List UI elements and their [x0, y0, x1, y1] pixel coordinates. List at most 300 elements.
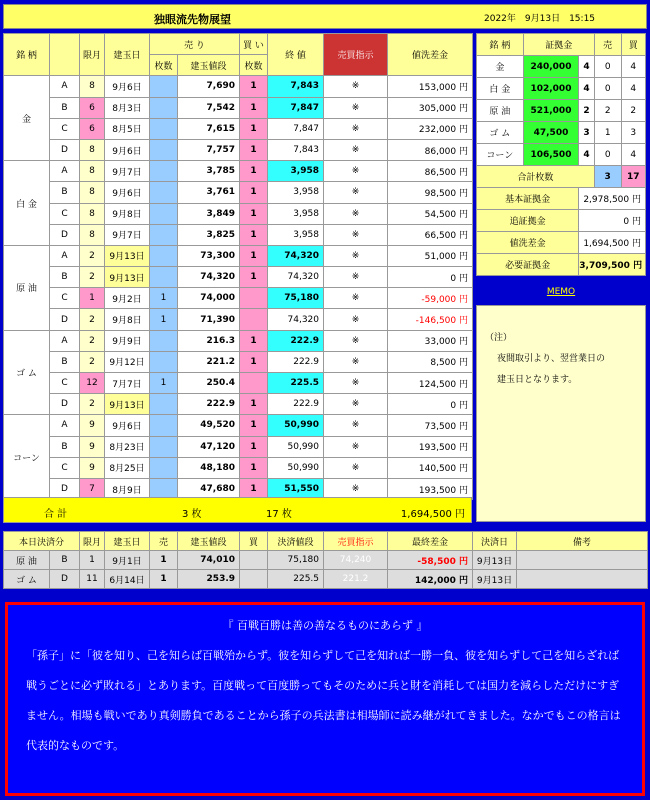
settle-note [517, 551, 648, 570]
instruction-mark: ※ [324, 330, 388, 351]
contract-month: 2 [80, 330, 105, 351]
diff-value: 86,500 円 [388, 161, 473, 182]
total-diff: 1,694,500 円 [400, 509, 465, 520]
instruction-mark: ※ [324, 97, 388, 118]
buy-count [240, 309, 268, 330]
contract-month: 9 [80, 415, 105, 436]
side-col-sell: 売 [594, 34, 621, 56]
position-code: A [50, 415, 80, 436]
contract-month: 1 [80, 288, 105, 309]
count-label: 合計枚数 [477, 166, 595, 188]
close-price: 7,843 [268, 76, 324, 97]
brand-name: 白 金 [4, 161, 50, 246]
settle-brand: 原 油 [4, 551, 50, 570]
diff-value: 140,500 円 [388, 457, 473, 478]
sell-count [150, 182, 178, 203]
entry-price: 7,615 [178, 118, 240, 139]
position-row [4, 76, 473, 97]
position-row [4, 267, 473, 288]
settle-code: B [50, 551, 80, 570]
instruction-mark: ※ [324, 436, 388, 457]
settle-col: 売買指示 [324, 532, 388, 551]
entry-price: 73,300 [178, 245, 240, 266]
sell-count [150, 394, 178, 415]
settle-day: 9月1日 [105, 551, 150, 570]
settle-code: D [50, 570, 80, 589]
settle-instruction: 74,240 [324, 551, 388, 570]
total-sell: 3 枚 [182, 509, 202, 520]
settle-col: 建玉日 [105, 532, 150, 551]
instruction-mark: ※ [324, 309, 388, 330]
buy-count: 1 [240, 330, 268, 351]
sell-count: 1 [150, 288, 178, 309]
close-price: 74,320 [268, 267, 324, 288]
summary-value: 3,709,500 円 [579, 254, 646, 276]
settle-diff: -58,500 円 [388, 551, 473, 570]
position-code: A [50, 245, 80, 266]
margin-count: 4 [579, 78, 595, 100]
close-price: 51,550 [268, 478, 324, 499]
col-entry-price: 建玉値段 [178, 55, 240, 76]
position-row [4, 309, 473, 330]
summary-label: 追証拠金 [477, 210, 579, 232]
position-row [4, 436, 473, 457]
close-price: 3,958 [268, 203, 324, 224]
settle-instruction: 221.2 [324, 570, 388, 589]
contract-month: 8 [80, 224, 105, 245]
close-price: 3,958 [268, 182, 324, 203]
close-price: 3,958 [268, 224, 324, 245]
col-sell-count: 枚数 [150, 55, 178, 76]
settle-sell: 1 [150, 551, 178, 570]
col-instruction: 売買指示 [324, 34, 388, 76]
sell-count [150, 457, 178, 478]
settle-buy [240, 551, 268, 570]
contract-month: 12 [80, 373, 105, 394]
entry-price: 3,785 [178, 161, 240, 182]
instruction-mark: ※ [324, 224, 388, 245]
memo-box [476, 305, 646, 522]
settle-price: 74,010 [178, 551, 240, 570]
entry-price: 7,757 [178, 139, 240, 160]
buy-count: 1 [240, 478, 268, 499]
diff-value: 33,000 円 [388, 330, 473, 351]
margin-row [477, 56, 646, 78]
sell-count: 1 [150, 373, 178, 394]
position-code: B [50, 182, 80, 203]
entry-day: 8月25日 [105, 457, 150, 478]
sell-count [150, 224, 178, 245]
position-row [4, 182, 473, 203]
entry-day: 9月8日 [105, 309, 150, 330]
instruction-mark: ※ [324, 373, 388, 394]
col-brand: 銘 柄 [4, 34, 50, 76]
quote-body: 「孫子」に「彼を知り、己を知らば百戦殆からず。彼を知らずして己を知れば一勝一負、彼を知らずして己を知らざれば戦うごとに必ず敗れる」とあります。百度戦って百度勝ってもそのために兵と財を消耗しては国力を減らしただけにすぎません。相場も戦いであり真剣勝負であることから孫子の兵法書は相場師に読み継がれてきました。なかでもこの格言は代表的なものです。 [26, 649, 621, 752]
instruction-mark: ※ [324, 457, 388, 478]
margin-row [477, 144, 646, 166]
position-code: A [50, 161, 80, 182]
entry-price: 3,849 [178, 203, 240, 224]
diff-value: -59,000 円 [388, 288, 473, 309]
margin-count: 4 [579, 56, 595, 78]
diff-value: 153,000 円 [388, 76, 473, 97]
sell-count [150, 436, 178, 457]
memo-line: （注） [485, 333, 513, 343]
position-code: C [50, 457, 80, 478]
buy-count: 1 [240, 97, 268, 118]
close-price: 7,847 [268, 97, 324, 118]
position-row [4, 224, 473, 245]
entry-day: 8月3日 [105, 97, 150, 118]
diff-value: 86,000 円 [388, 139, 473, 160]
settle-col: 決済値段 [268, 532, 324, 551]
buy-count: 1 [240, 203, 268, 224]
total-bar [3, 497, 472, 523]
sell-count [150, 118, 178, 139]
settle-price: 253.9 [178, 570, 240, 589]
entry-day: 8月9日 [105, 478, 150, 499]
entry-price: 7,542 [178, 97, 240, 118]
close-price: 222.9 [268, 351, 324, 372]
entry-day: 9月9日 [105, 330, 150, 351]
buy-count: 1 [240, 245, 268, 266]
instruction-mark: ※ [324, 203, 388, 224]
settle-note [517, 570, 648, 589]
position-code: A [50, 330, 80, 351]
summary-label: 値洗差金 [477, 232, 579, 254]
sell-count [150, 161, 178, 182]
margin-sell: 0 [594, 78, 621, 100]
entry-price: 47,680 [178, 478, 240, 499]
contract-month: 6 [80, 97, 105, 118]
margin-brand: コーン [477, 144, 524, 166]
position-code: D [50, 394, 80, 415]
entry-day: 9月13日 [105, 245, 150, 266]
entry-price: 3,761 [178, 182, 240, 203]
margin-sell: 0 [594, 144, 621, 166]
contract-month: 9 [80, 436, 105, 457]
diff-value: 193,500 円 [388, 478, 473, 499]
col-sell: 売 り [150, 34, 240, 55]
side-col-brand: 銘 柄 [477, 34, 524, 56]
position-row [4, 415, 473, 436]
instruction-mark: ※ [324, 245, 388, 266]
instruction-mark: ※ [324, 394, 388, 415]
entry-day: 9月6日 [105, 139, 150, 160]
close-price: 50,990 [268, 436, 324, 457]
instruction-mark: ※ [324, 182, 388, 203]
contract-month: 2 [80, 394, 105, 415]
entry-day: 9月8日 [105, 203, 150, 224]
settle-col: 備考 [517, 532, 648, 551]
position-code: B [50, 436, 80, 457]
margin-table [476, 33, 646, 276]
count-buy: 17 [621, 166, 645, 188]
instruction-mark: ※ [324, 139, 388, 160]
buy-count [240, 373, 268, 394]
diff-value: 54,500 円 [388, 203, 473, 224]
diff-value: 193,500 円 [388, 436, 473, 457]
margin-brand: 白 金 [477, 78, 524, 100]
instruction-mark: ※ [324, 478, 388, 499]
settle-date: 9月13日 [473, 570, 517, 589]
entry-day: 9月13日 [105, 267, 150, 288]
page-title: 独眼流先物展望 [154, 13, 231, 26]
buy-count: 1 [240, 139, 268, 160]
contract-month: 6 [80, 118, 105, 139]
position-row [4, 351, 473, 372]
close-price: 222.9 [268, 394, 324, 415]
margin-buy: 3 [621, 122, 645, 144]
margin-buy: 4 [621, 78, 645, 100]
contract-month: 8 [80, 161, 105, 182]
position-row [4, 394, 473, 415]
quote-title: 『 百戦百勝は善の善なるものにあらず 』 [222, 619, 428, 632]
sell-count [150, 351, 178, 372]
positions-table [3, 33, 473, 500]
settle-col: 売 [150, 532, 178, 551]
memo-line: 夜間取引より、翌営業日の [497, 354, 606, 364]
settle-date: 9月13日 [473, 551, 517, 570]
margin-count: 2 [579, 100, 595, 122]
instruction-mark: ※ [324, 118, 388, 139]
settle-col: 本日決済分 [4, 532, 80, 551]
col-diff: 値洗差金 [388, 34, 473, 76]
contract-month: 8 [80, 203, 105, 224]
position-code: D [50, 139, 80, 160]
position-code: D [50, 224, 80, 245]
position-code: D [50, 309, 80, 330]
entry-day: 9月6日 [105, 415, 150, 436]
contract-month: 2 [80, 309, 105, 330]
position-row [4, 203, 473, 224]
entry-day: 9月7日 [105, 161, 150, 182]
diff-value: 124,500 円 [388, 373, 473, 394]
quote-box [5, 602, 645, 796]
settle-col: 決済日 [473, 532, 517, 551]
diff-value: 51,000 円 [388, 245, 473, 266]
sell-count [150, 415, 178, 436]
entry-day: 9月7日 [105, 224, 150, 245]
position-code: A [50, 76, 80, 97]
memo-line: 建玉日となります。 [497, 375, 578, 385]
diff-value: 0 円 [388, 394, 473, 415]
contract-month: 2 [80, 245, 105, 266]
summary-row [477, 210, 646, 232]
entry-price: 47,120 [178, 436, 240, 457]
close-price: 7,843 [268, 139, 324, 160]
position-code: C [50, 203, 80, 224]
header-date: 2022年 9月13日 15:15 [484, 14, 596, 24]
contract-month: 8 [80, 182, 105, 203]
instruction-mark: ※ [324, 288, 388, 309]
close-price: 222.9 [268, 330, 324, 351]
buy-count [240, 288, 268, 309]
position-row [4, 139, 473, 160]
contract-month: 2 [80, 267, 105, 288]
margin-brand: ゴ ム [477, 122, 524, 144]
summary-row [477, 188, 646, 210]
brand-name: 原 油 [4, 245, 50, 330]
summary-label: 必要証拠金 [477, 254, 579, 276]
margin-buy: 2 [621, 100, 645, 122]
brand-name: ゴ ム [4, 330, 50, 415]
entry-price: 74,320 [178, 267, 240, 288]
sell-count [150, 203, 178, 224]
entry-day: 9月6日 [105, 182, 150, 203]
position-row [4, 288, 473, 309]
buy-count: 1 [240, 415, 268, 436]
margin-value: 521,000 [523, 100, 579, 122]
brand-name: 金 [4, 76, 50, 161]
buy-count: 1 [240, 457, 268, 478]
close-price: 3,958 [268, 161, 324, 182]
settlement-table [3, 531, 648, 589]
position-row [4, 245, 473, 266]
entry-day: 9月12日 [105, 351, 150, 372]
col-buy: 買 い [240, 34, 268, 55]
settle-day: 6月14日 [105, 570, 150, 589]
close-price: 74,320 [268, 309, 324, 330]
buy-count: 1 [240, 351, 268, 372]
position-code: C [50, 288, 80, 309]
settle-row [4, 551, 648, 570]
close-price: 7,847 [268, 118, 324, 139]
sell-count [150, 139, 178, 160]
entry-day: 9月13日 [105, 394, 150, 415]
instruction-mark: ※ [324, 76, 388, 97]
margin-sell: 0 [594, 56, 621, 78]
buy-count: 1 [240, 118, 268, 139]
count-sell: 3 [594, 166, 621, 188]
settle-close: 225.5 [268, 570, 324, 589]
diff-value: 305,000 円 [388, 97, 473, 118]
col-buy-count: 枚数 [240, 55, 268, 76]
position-code: C [50, 373, 80, 394]
entry-day: 8月5日 [105, 118, 150, 139]
col-entry-day: 建玉日 [105, 34, 150, 76]
contract-month: 7 [80, 478, 105, 499]
settle-col: 買 [240, 532, 268, 551]
position-code: B [50, 351, 80, 372]
contract-month: 2 [80, 351, 105, 372]
instruction-mark: ※ [324, 267, 388, 288]
entry-price: 7,690 [178, 76, 240, 97]
count-row [477, 166, 646, 188]
entry-price: 221.2 [178, 351, 240, 372]
position-code: C [50, 118, 80, 139]
summary-label: 基本証拠金 [477, 188, 579, 210]
position-row [4, 330, 473, 351]
summary-row [477, 232, 646, 254]
col-close: 終 値 [268, 34, 324, 76]
settle-sell: 1 [150, 570, 178, 589]
entry-day: 9月6日 [105, 76, 150, 97]
settle-col: 最終差金 [388, 532, 473, 551]
margin-value: 102,000 [523, 78, 579, 100]
entry-price: 216.3 [178, 330, 240, 351]
total-buy: 17 枚 [266, 509, 292, 520]
margin-brand: 金 [477, 56, 524, 78]
margin-sell: 1 [594, 122, 621, 144]
header-bar [3, 4, 647, 29]
buy-count: 1 [240, 76, 268, 97]
side-col-margin: 証拠金 [523, 34, 594, 56]
buy-count: 1 [240, 224, 268, 245]
summary-value: 1,694,500 円 [579, 232, 646, 254]
sell-count: 1 [150, 309, 178, 330]
entry-price: 49,520 [178, 415, 240, 436]
buy-count: 1 [240, 394, 268, 415]
diff-value: 8,500 円 [388, 351, 473, 372]
entry-price: 250.4 [178, 373, 240, 394]
sell-count [150, 267, 178, 288]
margin-value: 106,500 [523, 144, 579, 166]
entry-price: 222.9 [178, 394, 240, 415]
margin-count: 4 [579, 144, 595, 166]
entry-day: 7月7日 [105, 373, 150, 394]
sell-count [150, 97, 178, 118]
buy-count: 1 [240, 161, 268, 182]
settle-col: 限月 [80, 532, 105, 551]
contract-month: 9 [80, 457, 105, 478]
margin-buy: 4 [621, 144, 645, 166]
memo-title[interactable]: MEMO [546, 287, 576, 297]
entry-price: 74,000 [178, 288, 240, 309]
col-month: 限月 [80, 34, 105, 76]
settle-brand: ゴ ム [4, 570, 50, 589]
diff-value: 98,500 円 [388, 182, 473, 203]
settle-row [4, 570, 648, 589]
contract-month: 8 [80, 139, 105, 160]
position-row [4, 118, 473, 139]
settle-col: 建玉値段 [178, 532, 240, 551]
margin-row [477, 78, 646, 100]
close-price: 50,990 [268, 415, 324, 436]
diff-value: -146,500 円 [388, 309, 473, 330]
position-row [4, 161, 473, 182]
summary-row [477, 254, 646, 276]
margin-row [477, 100, 646, 122]
diff-value: 232,000 円 [388, 118, 473, 139]
settle-buy [240, 570, 268, 589]
close-price: 75,180 [268, 288, 324, 309]
instruction-mark: ※ [324, 161, 388, 182]
summary-value: 2,978,500 円 [579, 188, 646, 210]
summary-value: 0 円 [579, 210, 646, 232]
settle-month: 11 [80, 570, 105, 589]
entry-day: 9月2日 [105, 288, 150, 309]
margin-value: 47,500 [523, 122, 579, 144]
position-row [4, 457, 473, 478]
side-col-buy: 買 [621, 34, 645, 56]
close-price: 74,320 [268, 245, 324, 266]
position-code: B [50, 267, 80, 288]
margin-brand: 原 油 [477, 100, 524, 122]
sell-count [150, 76, 178, 97]
total-label: 合 計 [44, 509, 68, 520]
margin-sell: 2 [594, 100, 621, 122]
entry-price: 71,390 [178, 309, 240, 330]
settle-diff: 142,000 円 [388, 570, 473, 589]
diff-value: 73,500 円 [388, 415, 473, 436]
entry-price: 3,825 [178, 224, 240, 245]
margin-row [477, 122, 646, 144]
entry-price: 48,180 [178, 457, 240, 478]
entry-day: 8月23日 [105, 436, 150, 457]
margin-buy: 4 [621, 56, 645, 78]
settle-close: 75,180 [268, 551, 324, 570]
